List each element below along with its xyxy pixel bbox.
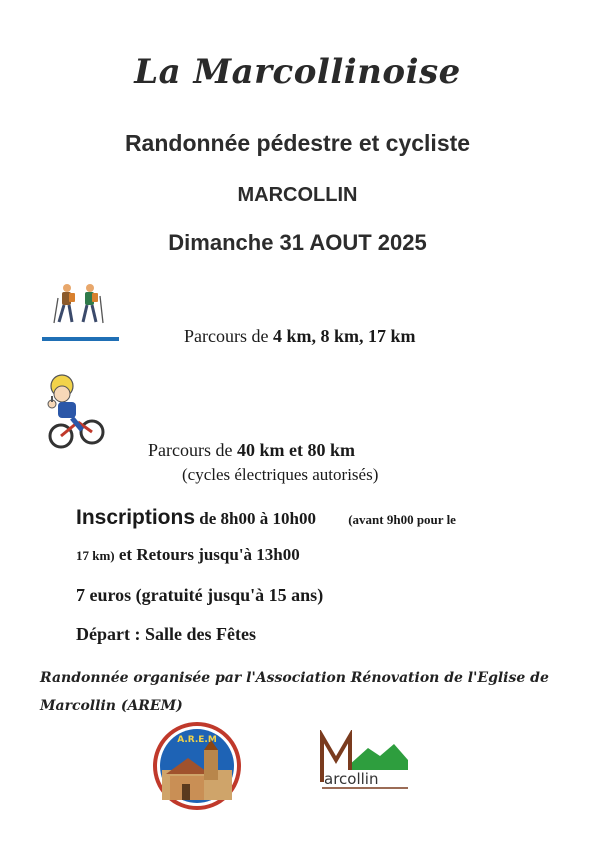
organizer-line-1: Randonnée organisée par l'Association Rénovation de l'Eglise de — [40, 670, 549, 686]
registration-label: Inscriptions — [76, 506, 196, 529]
poster-date: Dimanche 31 AOUT 2025 — [168, 230, 427, 255]
poster-title: La Marcollinoise — [134, 52, 461, 92]
hikers-icon — [50, 280, 112, 332]
poster-place: MARCOLLIN — [237, 184, 358, 206]
departure-info: Départ : Salle des Fêtes — [76, 624, 256, 644]
price-info: 7 euros (gratuité jusqu'à 15 ans) — [76, 585, 324, 605]
bike-routes: Parcours de 40 km et 80 km — [148, 440, 355, 460]
registration-line-1 — [76, 506, 456, 530]
poster-subtitle: Randonnée pédestre et cycliste — [124, 130, 471, 156]
arem-logo-text: A.R.E.M — [177, 735, 217, 745]
registration-hours: de 8h00 à 10h00 — [199, 509, 316, 528]
registration-line-2 — [76, 545, 300, 565]
registration-note-2: 17 km) — [76, 548, 115, 563]
walk-routes: Parcours de 4 km, 8 km, 17 km — [184, 326, 416, 346]
registration-note-1: (avant 9h00 pour le — [348, 512, 456, 527]
registration-returns: et Retours jusqu'à 13h00 — [118, 545, 300, 564]
marcollin-logo — [318, 730, 410, 794]
marcollin-logo-text: arcollin — [324, 770, 379, 788]
hikers-ground-line — [42, 337, 119, 341]
cyclist-icon — [44, 374, 106, 452]
bike-note: (cycles électriques autorisés) — [182, 465, 379, 484]
organizer-line-2: Marcollin (AREM) — [40, 698, 183, 714]
organizer-text — [40, 664, 560, 720]
arem-logo — [152, 722, 242, 810]
